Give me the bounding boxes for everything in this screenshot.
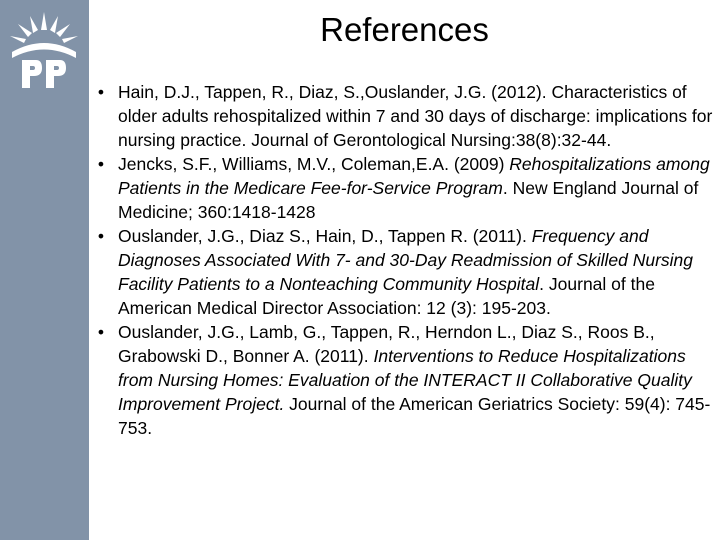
reference-title-text: Frequency and Diagnoses Associated With 7- and 30-Day Readmission of Skilled Nursing Facility Patients to a Nonteaching Community Hospital <box>118 226 694 294</box>
reference-text: . New England Journal of Medicine; 360:1418-1428 <box>118 178 699 222</box>
slide-title: References <box>320 11 489 48</box>
reference-title-text: Rehospitalizations among Patients in the Medicare Fee-for-Service Program <box>118 154 710 198</box>
references-list <box>84 80 720 440</box>
bullet-icon: • <box>97 154 105 174</box>
reference-item <box>84 80 720 152</box>
reference-text: Jencks, S.F., Williams, M.V., Coleman,E.A. (2009) <box>118 154 510 174</box>
reference-item <box>84 224 720 320</box>
reference-title-text: Interventions to Reduce Hospitalizations from Nursing Homes: Evaluation of the INTERACT II Collaborative Quality Improvement Project. <box>118 346 692 414</box>
reference-item <box>84 320 720 440</box>
reference-text: Ouslander, J.G., Diaz S., Hain, D., Tappen R. (2011). <box>118 226 532 246</box>
bullet-icon: • <box>97 226 105 246</box>
reference-text: . Journal of the American Medical Director Association: 12 (3): 195-203. <box>118 274 655 318</box>
sun-logo-icon <box>6 8 82 90</box>
bullet-icon: • <box>97 322 105 342</box>
bullet-icon: • <box>97 82 105 102</box>
reference-text: Journal of the American Geriatrics Society: 59(4): 745-753. <box>118 394 711 438</box>
reference-text: Ouslander, J.G., Lamb, G., Tappen, R., Herndon L., Diaz S., Roos B., Grabowski D., Bonner A. (2011). <box>118 322 655 366</box>
reference-item <box>84 152 720 224</box>
reference-text: Hain, D.J., Tappen, R., Diaz, S.,Ouslander, J.G. (2012). Characteristics of older adults rehospitalized within 7 and 30 days of discharge: implications for nursing practice. Journal of Gerontological Nursing:38(8):32-44. <box>118 82 713 150</box>
sidebar-band <box>0 0 89 540</box>
